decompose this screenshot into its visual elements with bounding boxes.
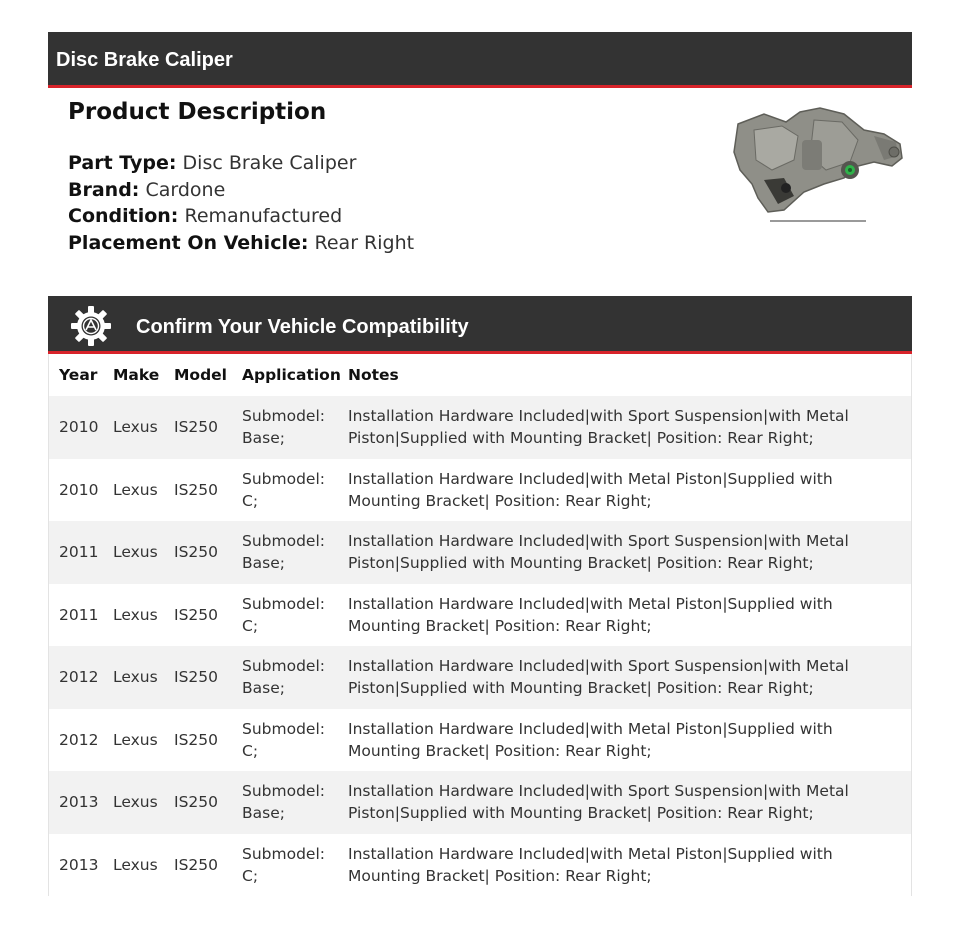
compatibility-table	[48, 354, 912, 896]
column-application: Application	[242, 366, 341, 384]
cell-model: IS250	[174, 480, 218, 499]
cell-model: IS250	[174, 793, 218, 812]
product-description	[68, 96, 688, 256]
column-model: Model	[174, 366, 227, 384]
table-row	[49, 709, 911, 772]
spec-label: Placement On Vehicle:	[68, 231, 309, 254]
cell-notes: Installation Hardware Included|with Sport Suspension|with Metal Piston|Supplied with Mounting Bracket| Position: Rear Right;	[348, 657, 849, 698]
cell-notes: Installation Hardware Included|with Sport Suspension|with Metal Piston|Supplied with Mounting Bracket| Position: Rear Right;	[348, 532, 849, 573]
spec-brand	[68, 177, 688, 204]
cell-notes: Installation Hardware Included|with Metal Piston|Supplied with Mounting Bracket| Position: Rear Right;	[348, 469, 833, 510]
cell-year: 2013	[59, 793, 99, 812]
cell-year: 2010	[59, 418, 99, 437]
cell-notes: Installation Hardware Included|with Metal Piston|Supplied with Mounting Bracket| Position: Rear Right;	[348, 719, 833, 760]
table-row	[49, 521, 911, 584]
cell-notes: Installation Hardware Included|with Metal Piston|Supplied with Mounting Bracket| Position: Rear Right;	[348, 594, 833, 635]
spec-label: Part Type:	[68, 152, 177, 174]
compatibility-title: Confirm Your Vehicle Compatibility	[136, 316, 469, 338]
table-row	[49, 646, 911, 709]
cell-make: Lexus	[113, 668, 158, 687]
cell-year: 2011	[59, 605, 99, 624]
spec-label: Condition:	[68, 205, 179, 227]
cell-make: Lexus	[113, 543, 158, 562]
compatibility-header	[48, 296, 912, 354]
table-header-row	[49, 354, 911, 396]
spec-label: Brand:	[68, 178, 140, 201]
cell-model: IS250	[174, 855, 218, 874]
cell-model: IS250	[174, 730, 218, 749]
cell-year: 2012	[59, 730, 99, 749]
cell-application: Submodel: Base;	[242, 407, 325, 448]
cell-make: Lexus	[113, 730, 158, 749]
title-bar	[48, 32, 912, 88]
cell-application: Submodel: C;	[242, 844, 325, 885]
spec-value: Cardone	[145, 178, 226, 201]
cell-year: 2010	[59, 480, 99, 499]
spec-value: Disc Brake Caliper	[182, 152, 357, 174]
cell-make: Lexus	[113, 855, 158, 874]
column-notes: Notes	[348, 366, 399, 384]
cell-model: IS250	[174, 418, 218, 437]
table-row	[49, 771, 911, 834]
cell-application: Submodel: C;	[242, 469, 325, 510]
cell-model: IS250	[174, 543, 218, 562]
spec-value: Remanufactured	[184, 205, 343, 227]
spec-condition	[68, 203, 688, 230]
cell-make: Lexus	[113, 793, 158, 812]
cell-application: Submodel: Base;	[242, 657, 325, 698]
spec-list	[68, 150, 688, 256]
spec-value: Rear Right	[314, 231, 415, 254]
gear-logo-icon	[70, 305, 112, 347]
cell-make: Lexus	[113, 418, 158, 437]
cell-application: Submodel: Base;	[242, 782, 325, 823]
cell-application: Submodel: Base;	[242, 532, 325, 573]
product-image	[724, 100, 908, 228]
table-row	[49, 584, 911, 647]
cell-notes: Installation Hardware Included|with Sport Suspension|with Metal Piston|Supplied with Mounting Bracket| Position: Rear Right;	[348, 782, 849, 823]
cell-year: 2013	[59, 855, 99, 874]
description-heading: Product Description	[68, 99, 327, 125]
spec-placement	[68, 230, 688, 257]
page-title: Disc Brake Caliper	[56, 49, 233, 71]
cell-make: Lexus	[113, 605, 158, 624]
cell-year: 2011	[59, 543, 99, 562]
cell-notes: Installation Hardware Included|with Sport Suspension|with Metal Piston|Supplied with Mounting Bracket| Position: Rear Right;	[348, 407, 849, 448]
table-row	[49, 459, 911, 522]
cell-model: IS250	[174, 605, 218, 624]
cell-application: Submodel: C;	[242, 719, 325, 760]
cell-make: Lexus	[113, 480, 158, 499]
cell-notes: Installation Hardware Included|with Metal Piston|Supplied with Mounting Bracket| Position: Rear Right;	[348, 844, 833, 885]
cell-year: 2012	[59, 668, 99, 687]
cell-application: Submodel: C;	[242, 594, 325, 635]
table-row	[49, 396, 911, 459]
spec-part-type	[68, 150, 688, 177]
table-row	[49, 834, 911, 897]
cell-model: IS250	[174, 668, 218, 687]
column-make: Make	[113, 366, 160, 384]
column-year: Year	[59, 366, 98, 384]
